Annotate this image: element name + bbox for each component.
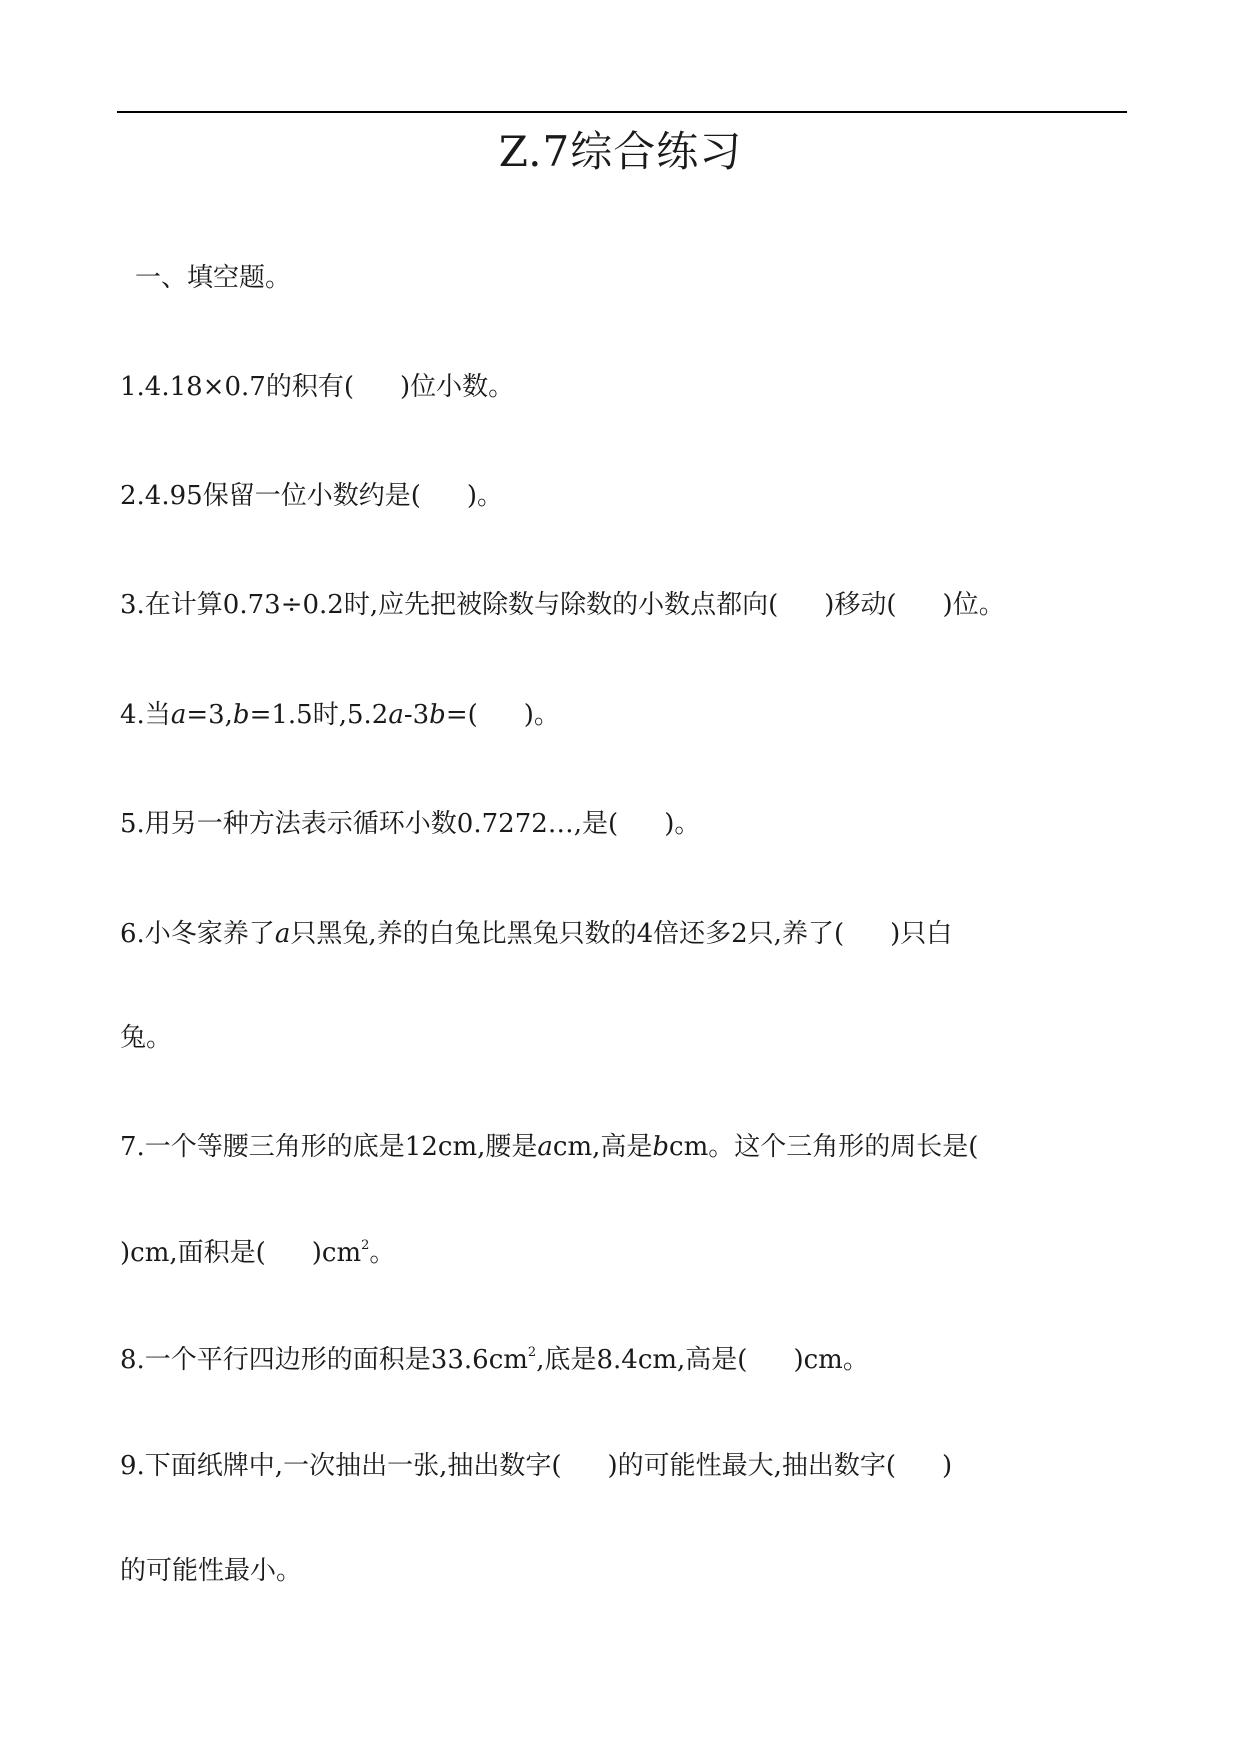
- section-heading: 一、填空题。: [135, 263, 292, 293]
- question-9: 9.下面纸牌中,一次抽出一张,抽出数字( )的可能性最大,抽出数字( ): [120, 1451, 953, 1481]
- question-2: 2.4.95保留一位小数约是( )。: [120, 481, 503, 511]
- question-8: 8.一个平行四边形的面积是$33.6cm^2$,底是8.4cm,高是( )cm。: [120, 1345, 869, 1375]
- question-9-continued: 的可能性最小。: [120, 1556, 303, 1586]
- question-4: 4.当a=3,b=1.5时,5.2a-3b=( )。: [120, 700, 560, 730]
- question-7: 7.一个等腰三角形的底是12cm,腰是acm,高是bcm。这个三角形的周长是(: [120, 1132, 979, 1162]
- question-1: 1.4.18×0.7的积有( )位小数。: [120, 372, 515, 402]
- question-7-continued: )cm,面积是( )$cm^2$。: [120, 1238, 396, 1268]
- question-6: 6.小冬家养了a只黑兔,养的白兔比黑兔只数的4倍还多2只,养了( )只白: [120, 919, 953, 949]
- page-title: Z.7综合练习: [498, 127, 743, 176]
- header-rule: [117, 111, 1127, 113]
- question-3: 3.在计算0.73÷0.2时,应先把被除数与除数的小数点都向( )移动( )位。: [120, 590, 1005, 620]
- question-6-continued: 兔。: [120, 1023, 173, 1053]
- question-5: 5.用另一种方法表示循环小数0.7272…,是( )。: [120, 809, 701, 839]
